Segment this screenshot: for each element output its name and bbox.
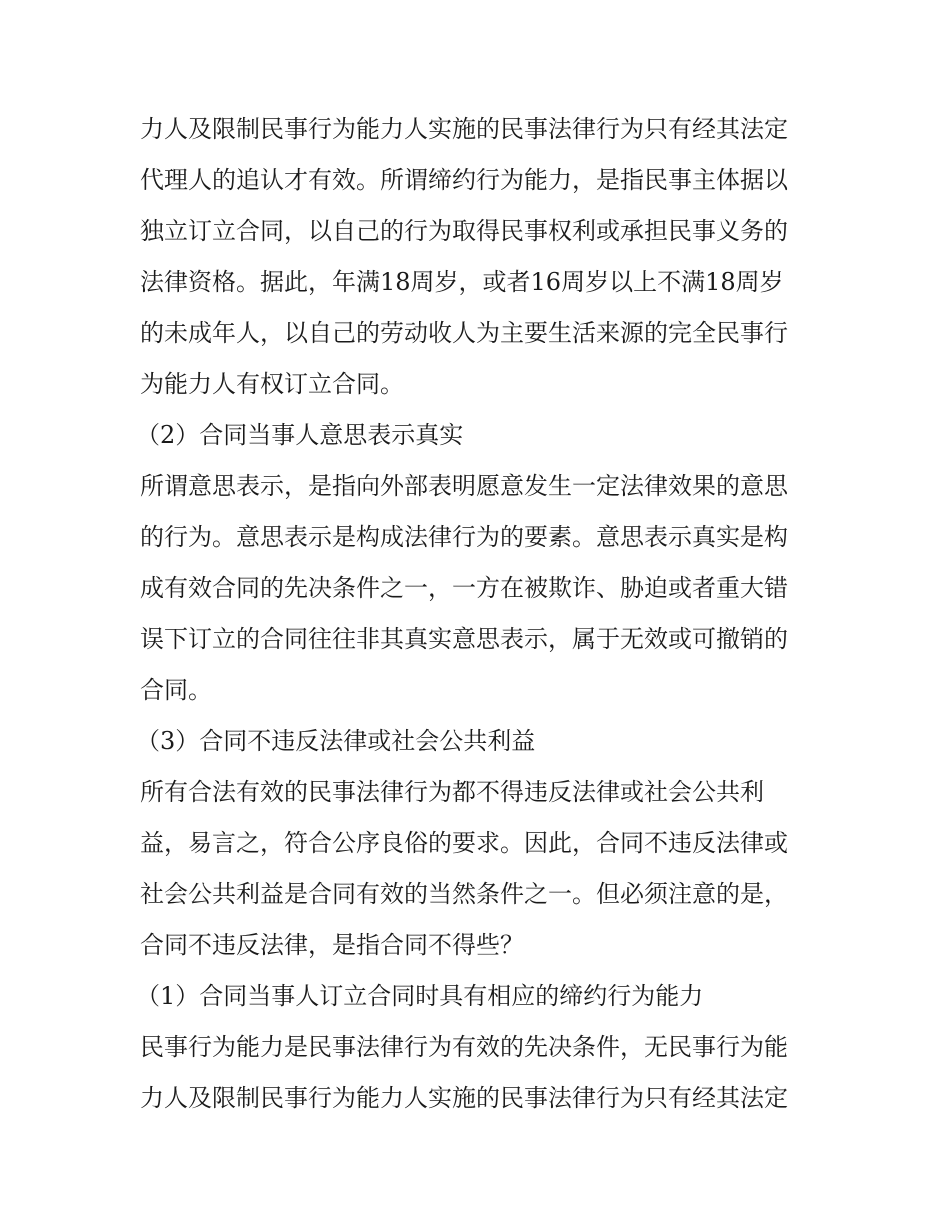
section-heading: （2）合同当事人意思表示真实 (136, 421, 464, 449)
text-line: 为能力人有权订立合同。 (140, 370, 404, 398)
section-heading: （3）合同不违反法律或社会公共利益 (136, 727, 536, 755)
text-line: 力人及限制民事行为能力人实施的民事法律行为只有经其法定 (140, 1084, 788, 1112)
text-line: 的未成年人，以自己的劳动收人为主要生活来源的完全民事行 (140, 319, 788, 347)
text-line: 代理人的追认才有效。所谓缔约行为能力，是指民事主体据以 (140, 166, 788, 194)
text-line: 的行为。意思表示是构成法律行为的要素。意思表示真实是构 (140, 523, 788, 551)
text-line: 误下订立的合同往往非其真实意思表示，属于无效或可撤销的 (140, 625, 788, 653)
section-heading: （1）合同当事人订立合同时具有相应的缔约行为能力 (136, 982, 704, 1010)
text-line: 社会公共利益是合同有效的当然条件之一。但必须注意的是， (140, 880, 788, 908)
text-line: 力人及限制民事行为能力人实施的民事法律行为只有经其法定 (140, 115, 788, 143)
text-line: 合同。 (140, 676, 212, 704)
text-line: 合同不违反法律，是指合同不得些？ (140, 931, 524, 959)
text-line: 成有效合同的先决条件之一，一方在被欺诈、胁迫或者重大错 (140, 574, 788, 602)
text-line: 独立订立合同，以自己的行为取得民事权利或承担民事义务的 (140, 217, 788, 245)
text-line: 法律资格。据此，年满18周岁，或者16周岁以上不满18周岁 (140, 268, 784, 296)
text-line: 益，易言之，符合公序良俗的要求。因此，合同不违反法律或 (140, 829, 788, 857)
text-line: 所谓意思表示，是指向外部表明愿意发生一定法律效果的意思 (140, 472, 788, 500)
document-body (136, 104, 820, 1124)
text-line: 所有合法有效的民事法律行为都不得违反法律或社会公共利 (140, 778, 764, 806)
text-line: 民事行为能力是民事法律行为有效的先决条件，无民事行为能 (140, 1033, 788, 1061)
